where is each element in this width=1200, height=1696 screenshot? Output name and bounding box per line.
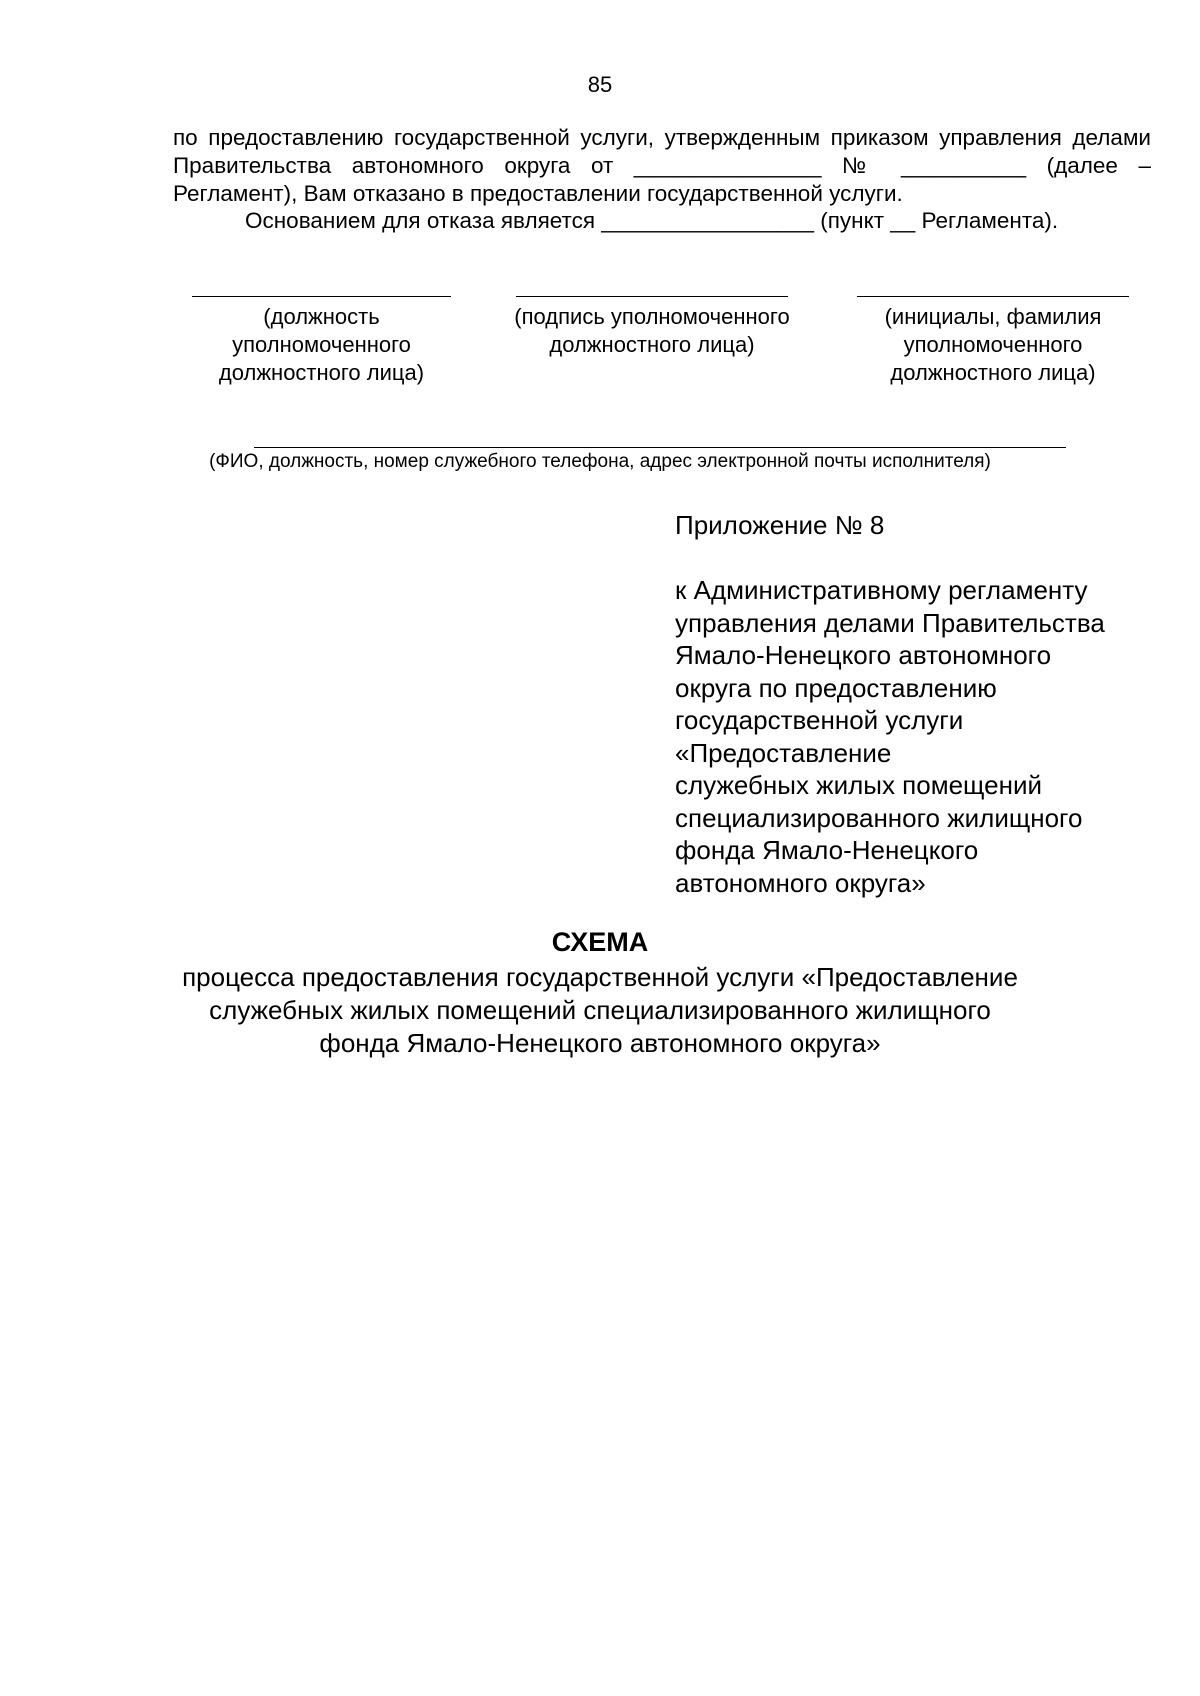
appendix-line: специализированного жилищного <box>675 802 1083 833</box>
signature-caption-name <box>842 303 1144 387</box>
caption-line: (инициалы, фамилия <box>884 304 1102 329</box>
caption-line: должностного лица) <box>218 360 425 385</box>
signature-line-signature <box>516 296 788 297</box>
appendix-line: управления делами Правительства <box>675 607 1105 638</box>
appendix-line: государственной услуги <box>675 705 964 735</box>
caption-line: должностного лица) <box>549 332 755 357</box>
caption-line: уполномоченного <box>232 332 411 357</box>
caption-line: должностного лица) <box>890 360 1096 385</box>
appendix-line: служебных жилых помещений <box>675 770 1043 800</box>
caption-line: (подпись уполномоченного <box>514 304 790 329</box>
page-number: 85 <box>587 72 613 97</box>
scheme-subtitle-line: фонда Ямало-Ненецкого автономного округа» <box>319 1028 881 1058</box>
scheme-subtitle-line: процесса предоставления государственной услуги «Предоставление <box>182 962 1018 992</box>
scheme-subtitle-line: служебных жилых помещений специализированного жилищного <box>209 995 991 1025</box>
appendix-line: к Административному регламенту <box>675 575 1088 605</box>
caption-line: уполномоченного <box>903 332 1083 357</box>
appendix-text <box>675 574 1175 899</box>
signature-line-position <box>192 296 451 297</box>
appendix-line: округа по предоставлению <box>675 672 997 703</box>
signature-caption-signature <box>486 303 818 359</box>
refusal-basis-paragraph: Основанием для отказа является _________________ (пункт __ Регламента). <box>245 208 1059 233</box>
refusal-paragraph: по предоставлению государственной услуги, утвержденным приказом управления делами Правительства автономного округа от _______________ № __________ (далее – Регламент), Вам отказано в предоставлении государственной услуги. <box>173 125 1151 206</box>
signature-line-name <box>857 296 1129 297</box>
appendix-line: «Предоставление <box>675 737 892 768</box>
appendix-line: фонда Ямало-Ненецкого <box>675 835 979 865</box>
signature-caption-position <box>192 303 451 387</box>
scheme-subtitle <box>0 961 1200 1060</box>
executor-caption: (ФИО, должность, номер служебного телефона, адрес электронной почты исполнителя) <box>209 451 991 472</box>
appendix-line: автономного округа» <box>675 867 926 898</box>
executor-line <box>254 447 1066 448</box>
caption-line: (должность <box>263 304 380 329</box>
scheme-title: СХЕМА <box>551 927 649 957</box>
appendix-title: Приложение № 8 <box>675 510 885 540</box>
appendix-line: Ямало-Ненецкого автономного <box>675 640 1052 670</box>
